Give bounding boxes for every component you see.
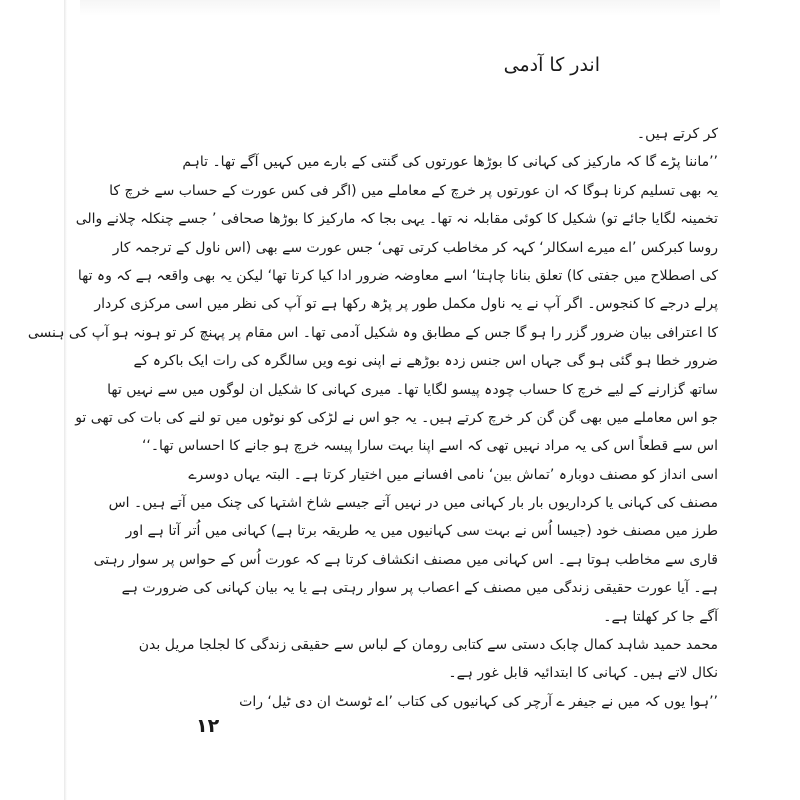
text-line: ہے۔ آیا عورت حقیقی زندگی میں مصنف کے اعصاب پر سوار رہتی ہے یا یہ بیان کہانی کی ضرورت ہے bbox=[121, 580, 718, 597]
text-line: کی اصطلاح میں جفتی کا) تعلق بنانا چاہتا‘ اسے معاوضہ ضرور ادا کیا کرتا تھا‘ لیکن یہ بھی واقعہ ہے کہ وہ تھا bbox=[77, 267, 718, 284]
text-line: اس سے قطعاً اس کی یہ مراد نہیں تھی کہ اسے اپنا بہت سارا پیسہ خرچ ہو جانے کا احساس تھا۔‘‘ bbox=[141, 438, 718, 455]
text-line: آگے جا کر کھلتا ہے۔ bbox=[603, 608, 718, 625]
text-line: قاری سے مخاطب ہوتا ہے۔ اس کہانی میں مصنف انکشاف کرتا ہے کہ عورت اُس کے حواس پر سوار رہتی bbox=[93, 551, 718, 568]
text-line: نکال لاتے ہیں۔ کہانی کا ابتدائیہ قابل غور ہے۔ bbox=[448, 665, 718, 682]
text-line: ساتھ گزارنے کے لیے خرچ کا حساب چودہ پیسو لگایا تھا۔ میری کہانی کا شکیل ان لوگوں میں سے نہیں تھا bbox=[107, 381, 718, 398]
text-line: محمد حمید شاہد کمال چابک دستی سے کتابی رومان کے لباس سے حقیقی زندگی کا لجلجا مریل بدن bbox=[138, 637, 718, 654]
paragraph bbox=[93, 461, 718, 631]
text-line: روسا کبرکس ’اے میرے اسکالر‘ کہہ کر مخاطب کرتی تھی‘ جس عورت سے بھی (اس ناول کے ترجمہ کار bbox=[112, 239, 718, 256]
text-line: کا اعترافی بیان ضرور گزر را ہو گا جس کے مطابق وہ شکیل آدمی تھا۔ اس مقام پر پہنچ کر تو ہونہ ہو آپ کی ہنسی bbox=[27, 324, 718, 341]
paragraph bbox=[27, 120, 718, 461]
text-line: کر کرتے ہیں۔ bbox=[636, 126, 718, 142]
text-line: یہ بھی تسلیم کرنا ہوگا کہ ان عورتوں پر خرچ کے معاملے میں (اگر فی کس عورت کے حساب سے خرچ کا bbox=[109, 182, 718, 199]
page-number: ۱۲ bbox=[196, 715, 220, 737]
page-top-edge bbox=[80, 0, 720, 16]
page-gutter-shadow bbox=[64, 0, 67, 800]
paragraph bbox=[198, 688, 718, 716]
text-line: جو اس معاملے میں بھی گن گن کر خرچ کرتے ہیں۔ یہ جو اس نے لڑکی کو نوٹوں میں تو لنے کی بات کی تھی تو bbox=[75, 409, 718, 426]
text-line: اسی انداز کو مصنف دوبارہ ’تماش بین‘ نامی افسانے میں اختیار کرتا ہے۔ البتہ یہاں دوسرے bbox=[188, 466, 718, 483]
running-head: اندر کا آدمی bbox=[503, 54, 600, 76]
paragraph bbox=[138, 631, 718, 688]
text-line: ضرور خطا ہو گئی ہو گی جہاں اس جنس زدہ بوڑھے نے اپنی نوے ویں سالگرہ کی رات ایک باکرہ کے bbox=[133, 353, 718, 370]
text-line: پرلے درجے کا کنجوس۔ اگر آپ نے یہ ناول مکمل طور پر پڑھ رکھا ہے تو آپ کی نظر میں اسی مرکزی کردار bbox=[94, 296, 718, 313]
text-line: طرز میں مصنف خود (جیسا اُس نے بہت سی کہانیوں میں یہ طریقہ برتا ہے) کہانی میں اُتر آتا ہے اور bbox=[125, 523, 718, 540]
text-line: ’’ہوا یوں کہ میں نے جیفر ے آرچر کی کہانیوں کی کتاب ’اے ٹوسٹ ان دی ٹیل‘ رات bbox=[239, 693, 718, 710]
text-line: تخمینہ لگایا جائے تو) شکیل کا کوئی مقابلہ نہ تھا۔ یہی بجا کہ مارکیز کا بوڑھا صحافی ’ جسے چنکلہ چلانے والی bbox=[75, 211, 718, 228]
text-line: مصنف کی کہانی یا کرداریوں بار بار کہانی میں در نہیں آتے جیسے شاخ اشتہا کی چنک میں آتے ہیں۔ اس bbox=[108, 495, 718, 512]
text-line: ’’ماننا پڑے گا کہ مارکیز کی کہانی کا بوڑھا عورتوں کی گنتی کے بارے میں کہیں آگے تھا۔ تاہم bbox=[182, 154, 718, 171]
body-text bbox=[27, 120, 718, 710]
